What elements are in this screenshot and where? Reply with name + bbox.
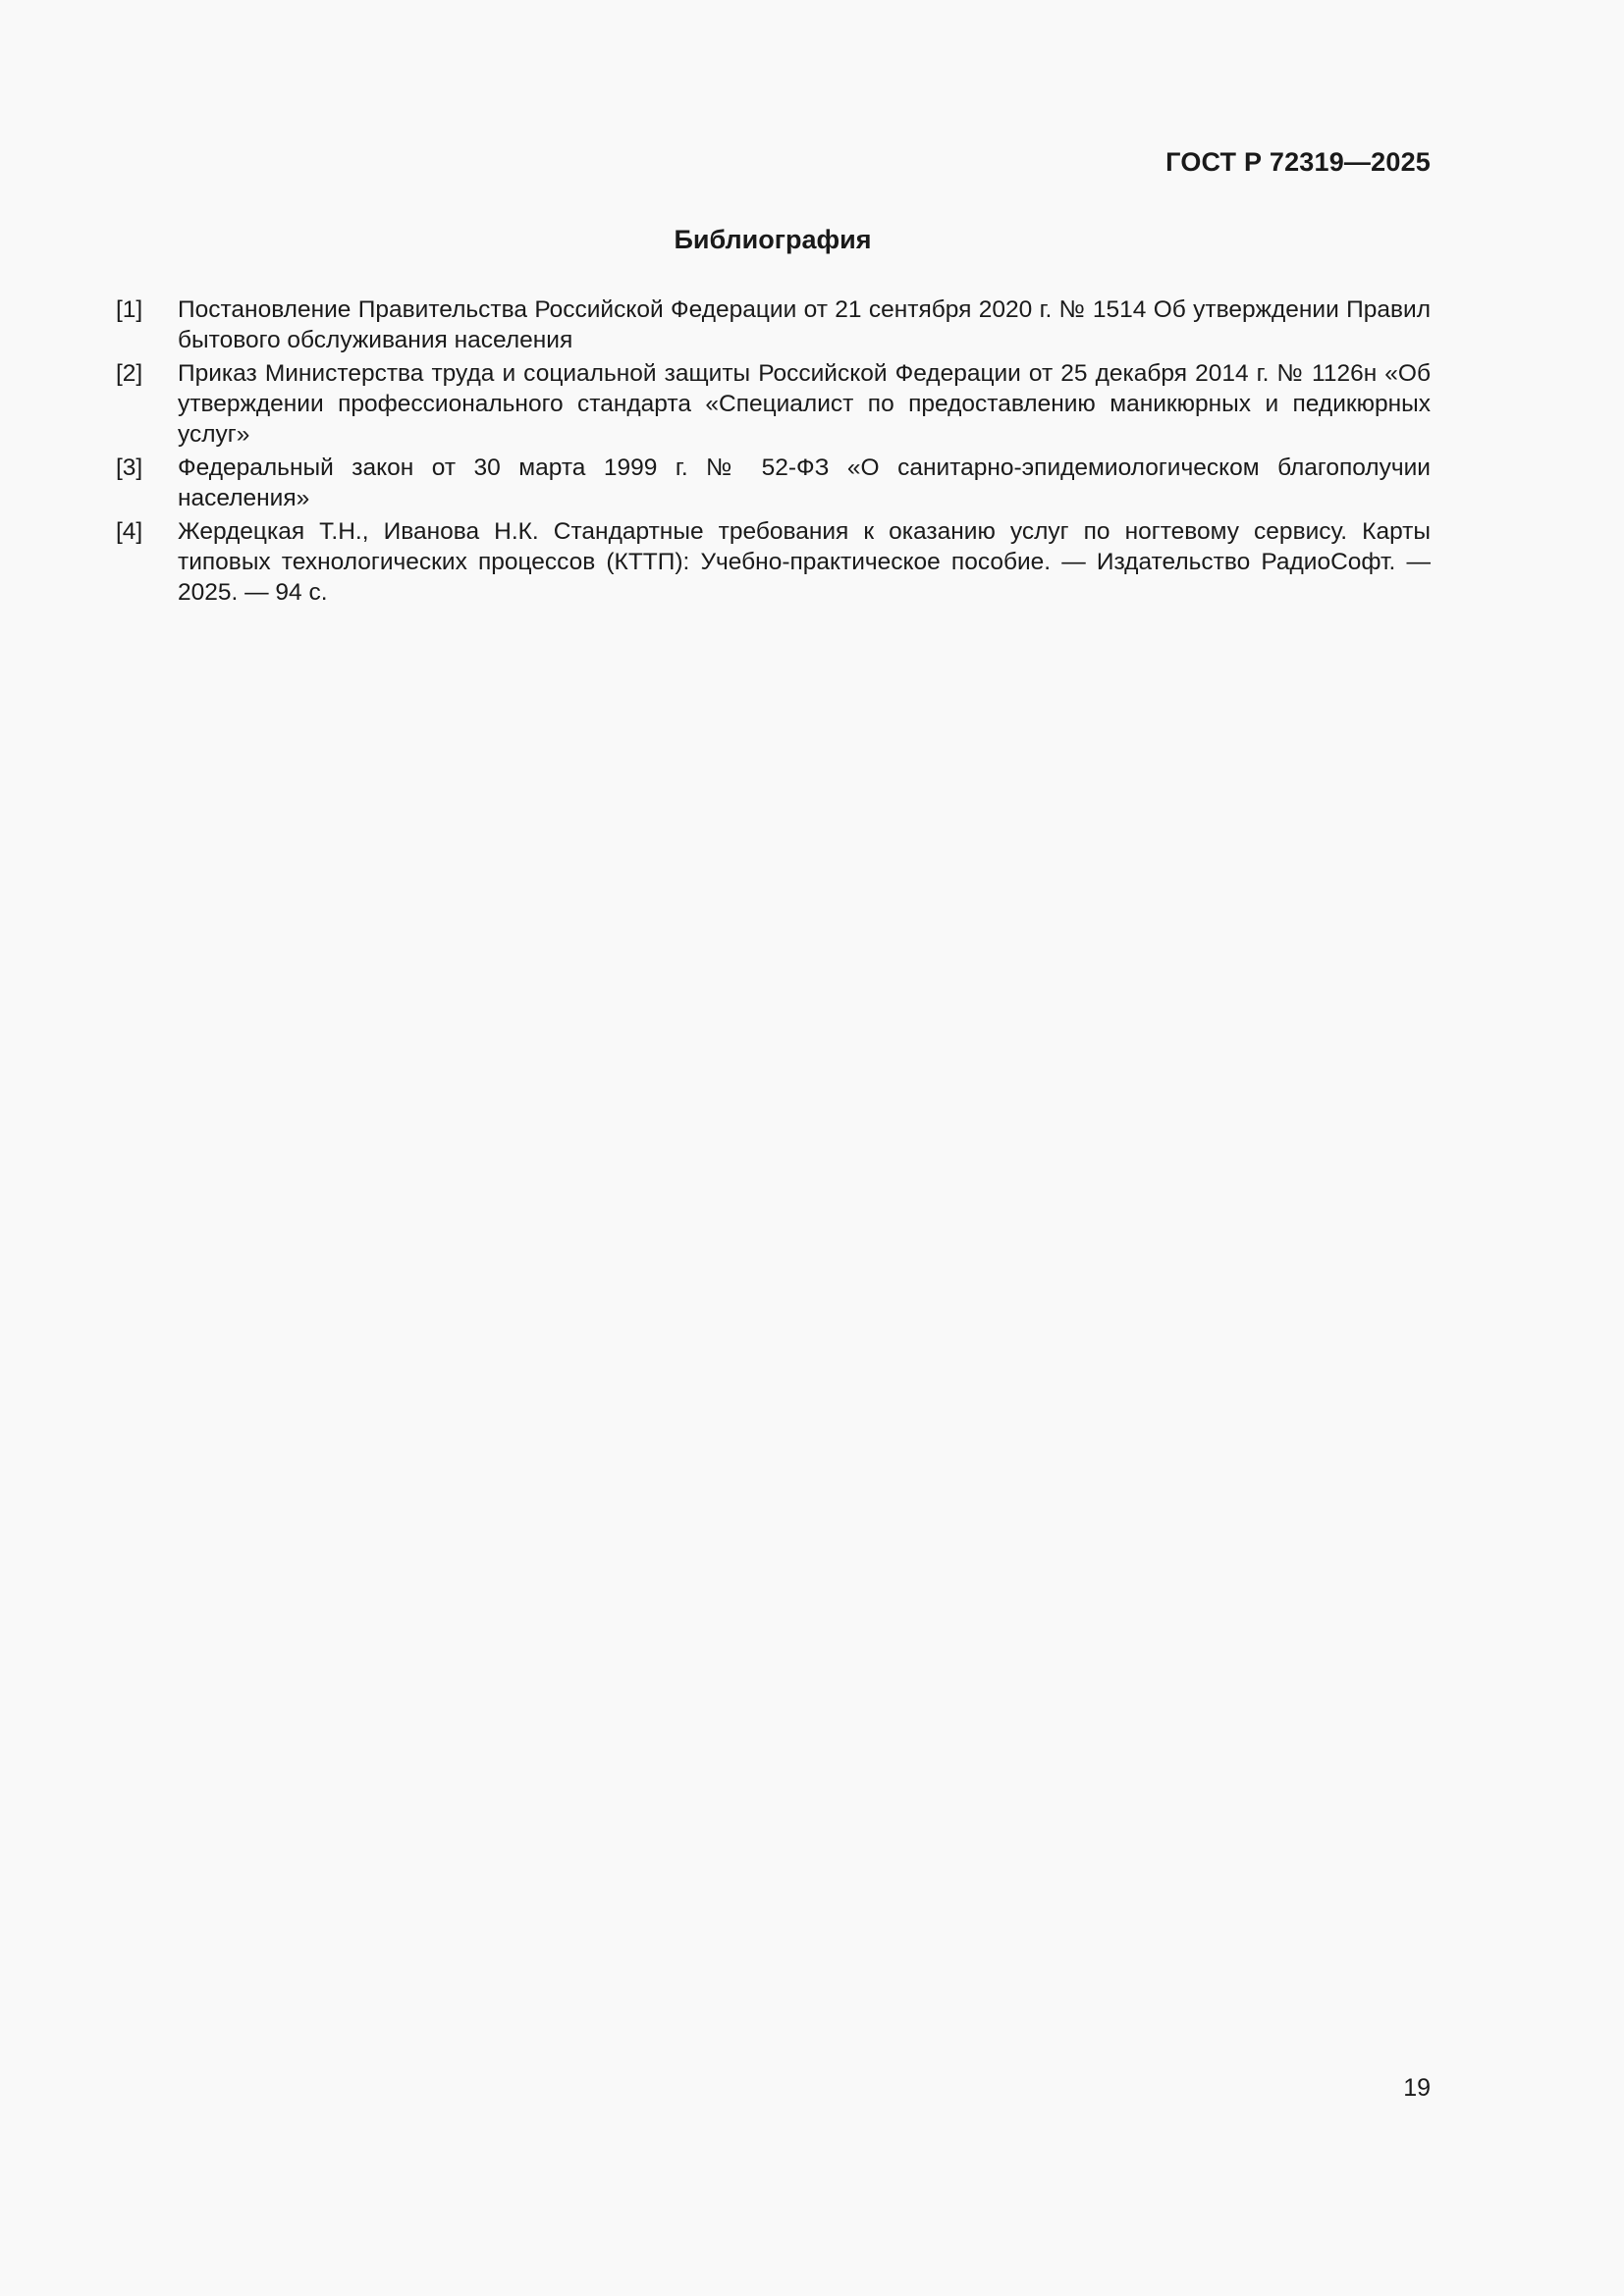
reference-text: Приказ Министерства труда и социальной защиты Российской Федерации от 25 декабря 2014 г. № 1126н «Об утверждении профессионального стандарта «Специалист по предоставлению маникюрных и педикюрных услуг» bbox=[178, 360, 1431, 448]
bibliography-item bbox=[116, 516, 1431, 608]
reference-number: [2] bbox=[116, 360, 143, 387]
reference-number: [1] bbox=[116, 296, 143, 323]
reference-text: Постановление Правительства Российской Федерации от 21 сентября 2020 г. № 1514 Об утверждении Правил бытового обслуживания населения bbox=[178, 296, 1431, 353]
bibliography-list bbox=[116, 294, 1431, 611]
page-number: 19 bbox=[1403, 2074, 1431, 2102]
bibliography-item bbox=[116, 294, 1431, 355]
reference-number: [3] bbox=[116, 454, 143, 481]
document-code: ГОСТ Р 72319—2025 bbox=[1165, 147, 1431, 177]
reference-text: Жердецкая Т.Н., Иванова Н.К. Стандартные требования к оказанию услуг по ногтевому сервису. Карты типовых технологических процессов (КТТП): Учебно-практическое пособие. — Издательство РадиоСофт. — 2025. — 94 с. bbox=[178, 518, 1431, 606]
reference-text: Федеральный закон от 30 марта 1999 г. № 52-ФЗ «О санитарно-эпидемиологическом благополучии населения» bbox=[178, 454, 1431, 511]
bibliography-item bbox=[116, 358, 1431, 450]
bibliography-item bbox=[116, 453, 1431, 513]
reference-number: [4] bbox=[116, 518, 143, 545]
section-title: Библиография bbox=[674, 225, 872, 254]
